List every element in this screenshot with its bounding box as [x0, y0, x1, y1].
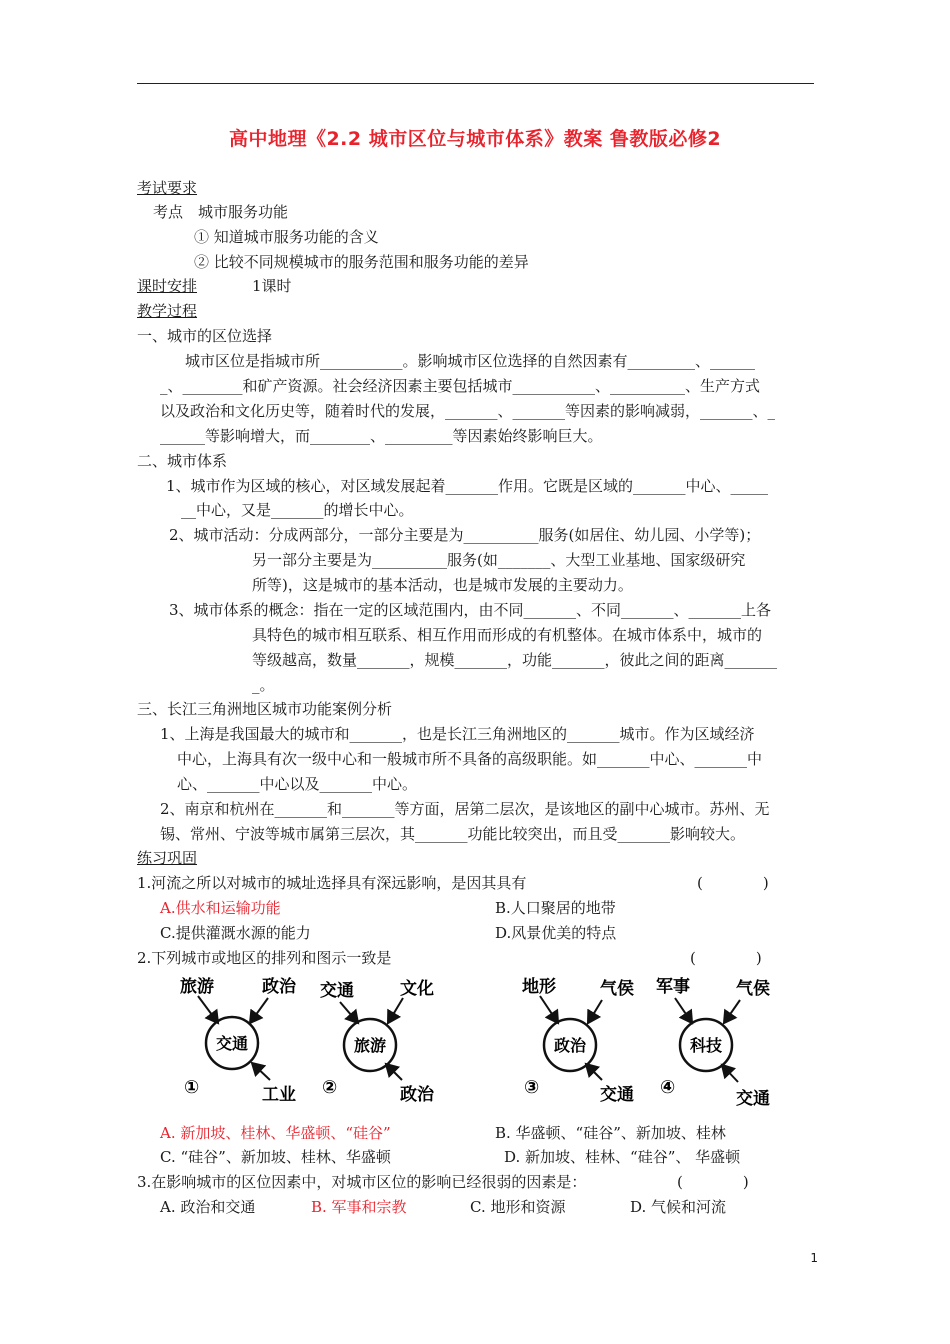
page-number: 1 — [810, 1251, 818, 1265]
section-3-line: 锡、常州、宁波等城市属第三层次，其_______功能比较突出，而且受_______影响较大。 — [160, 825, 746, 843]
exam-item-1: ① 知道城市服务功能的含义 — [194, 228, 379, 246]
q2-option-d: D. 新加坡、桂林、“硅谷”、 华盛顿 — [504, 1148, 741, 1166]
q3-stem: 3.在影响城市的区位因素中，对城市区位的影响已经很弱的因素是： — [137, 1173, 587, 1191]
diagram-3 — [522, 976, 634, 1105]
q3-option-b: B. 军事和宗教 — [311, 1198, 407, 1216]
schedule-heading: 课时安排 — [137, 277, 198, 295]
section-2-line: _。 — [252, 676, 275, 694]
section-2-line: 等级越高，数量_______，规模_______，功能_______，彼此之间的距离_______ — [252, 651, 778, 669]
practice-heading: 练习巩固 — [137, 849, 198, 867]
section-1-line: 以及政治和文化历史等，随着时代的发展，_______、_______等因素的影响减弱，_______、_ — [160, 402, 776, 420]
section-2-line: 具特色的城市相互联系、相互作用而形成的有机整体。在城市体系中，城市的 — [252, 626, 763, 644]
exam-point: 考点 城市服务功能 — [153, 203, 289, 221]
diagram-3-factor-tl: 地形 — [522, 977, 556, 997]
q3-option-c: C. 地形和资源 — [470, 1198, 566, 1216]
diagram-4-factor-br: 交通 — [736, 1089, 770, 1109]
section-2-line: 另一部分主要是为__________服务(如_______、大型工业基地、国家级研究 — [252, 551, 746, 569]
section-2-title: 二、城市体系 — [137, 452, 228, 470]
diagram-1-factor-tr: 政治 — [262, 977, 296, 997]
diagram-4-number: ④ — [660, 1077, 676, 1098]
diagram-2 — [320, 978, 435, 1105]
q1-paren: ( ) — [697, 874, 769, 892]
exam-heading: 考试要求 — [137, 179, 198, 197]
q1-stem: 1.河流之所以对城市的城址选择具有深远影响，是因其具有 — [137, 874, 527, 892]
section-3-title: 三、长江三角洲地区城市功能案例分析 — [137, 700, 393, 718]
section-1-line: _、________和矿产资源。社会经济因素主要包括城市___________、__________、生产方式 — [160, 377, 761, 395]
q1-option-b: B.人口聚居的地带 — [495, 899, 616, 917]
q2-paren: ( ) — [690, 949, 762, 967]
diagram-3-factor-tr: 气侯 — [600, 979, 634, 999]
process-heading: 教学过程 — [137, 302, 198, 320]
q2-option-c: C. “硅谷”、新加坡、桂林、华盛顿 — [160, 1148, 391, 1166]
q1-option-a: A.供水和运输功能 — [160, 899, 281, 917]
diagram-1-factor-tl: 旅游 — [180, 977, 214, 997]
section-3-line: 1、上海是我国最大的城市和_______，也是长江三角洲地区的_______城市。作为区域经济 — [160, 725, 755, 743]
q2-diagrams — [170, 968, 780, 1113]
section-3-line: 中心，上海具有次一级中心和一般城市所不具备的高级职能。如_______中心、_______中 — [177, 750, 763, 768]
exam-item-2: ② 比较不同规模城市的服务范围和服务功能的差异 — [194, 253, 529, 271]
diagram-3-number: ③ — [524, 1077, 540, 1098]
diagram-2-factor-br: 政治 — [400, 1085, 434, 1105]
section-2-line: 3、城市体系的概念：指在一定的区域范围内，由不同_______、不同_______、_______上各 — [169, 601, 772, 619]
header-rule — [137, 83, 814, 84]
section-3-line: 心、_______中心以及_______中心。 — [177, 775, 418, 793]
section-2-line: 所等)，这是城市的基本活动，也是城市发展的主要动力。 — [252, 576, 633, 594]
diagram-2-factor-tr: 文化 — [400, 979, 434, 999]
q2-stem: 2.下列城市或地区的排列和图示一致是 — [137, 949, 392, 967]
q1-option-c: C.提供灌溉水源的能力 — [160, 924, 311, 942]
q3-paren: ( ) — [677, 1173, 749, 1191]
q1-option-d: D.风景优美的特点 — [495, 924, 617, 942]
q3-option-d: D. 气候和河流 — [630, 1198, 727, 1216]
diagram-2-center: 旅游 — [353, 1036, 387, 1055]
diagram-3-factor-br: 交通 — [600, 1085, 634, 1105]
schedule-value: 1课时 — [252, 277, 292, 295]
document-title: 高中地理《2.2 城市区位与城市体系》教案 鲁教版必修2 — [228, 128, 722, 150]
diagram-1-factor-br: 工业 — [262, 1085, 296, 1105]
diagram-4-factor-tr: 气侯 — [736, 979, 770, 999]
diagram-4-factor-tl: 军事 — [656, 977, 690, 997]
diagram-1-center: 交通 — [215, 1034, 249, 1053]
q2-option-b: B. 华盛顿、“硅谷”、新加坡、桂林 — [495, 1124, 726, 1142]
diagram-4 — [656, 976, 770, 1109]
section-2-line: __中心，又是_______的增长中心。 — [181, 501, 414, 519]
diagram-3-center: 政治 — [553, 1036, 587, 1055]
diagram-4-center: 科技 — [689, 1036, 723, 1055]
section-1-title: 一、城市的区位选择 — [137, 327, 273, 345]
section-1-line: 城市区位是指城市所___________。影响城市区位选择的自然因素有_________、______ — [185, 352, 756, 370]
diagram-1-number: ① — [184, 1077, 200, 1098]
section-2-line: 1、城市作为区域的核心，对区域发展起着_______作用。它既是区域的_______中心、_____ — [166, 477, 769, 495]
section-2-line: 2、城市活动：分成两部分，一部分主要是为__________服务(如居住、幼儿园、小学等)； — [169, 526, 761, 544]
diagram-2-number: ② — [322, 1077, 338, 1098]
diagram-2-factor-tl: 交通 — [320, 981, 354, 1001]
diagram-1 — [180, 976, 297, 1105]
q3-option-a: A. 政治和交通 — [160, 1198, 256, 1216]
q2-option-a: A. 新加坡、桂林、华盛顿、“硅谷” — [160, 1124, 391, 1142]
section-1-line: ______等影响增大，而________、_________等因素始终影响巨大。 — [160, 427, 603, 445]
section-3-line: 2、南京和杭州在_______和_______等方面，居第二层次，是该地区的副中心城市。苏州、无 — [160, 800, 770, 818]
